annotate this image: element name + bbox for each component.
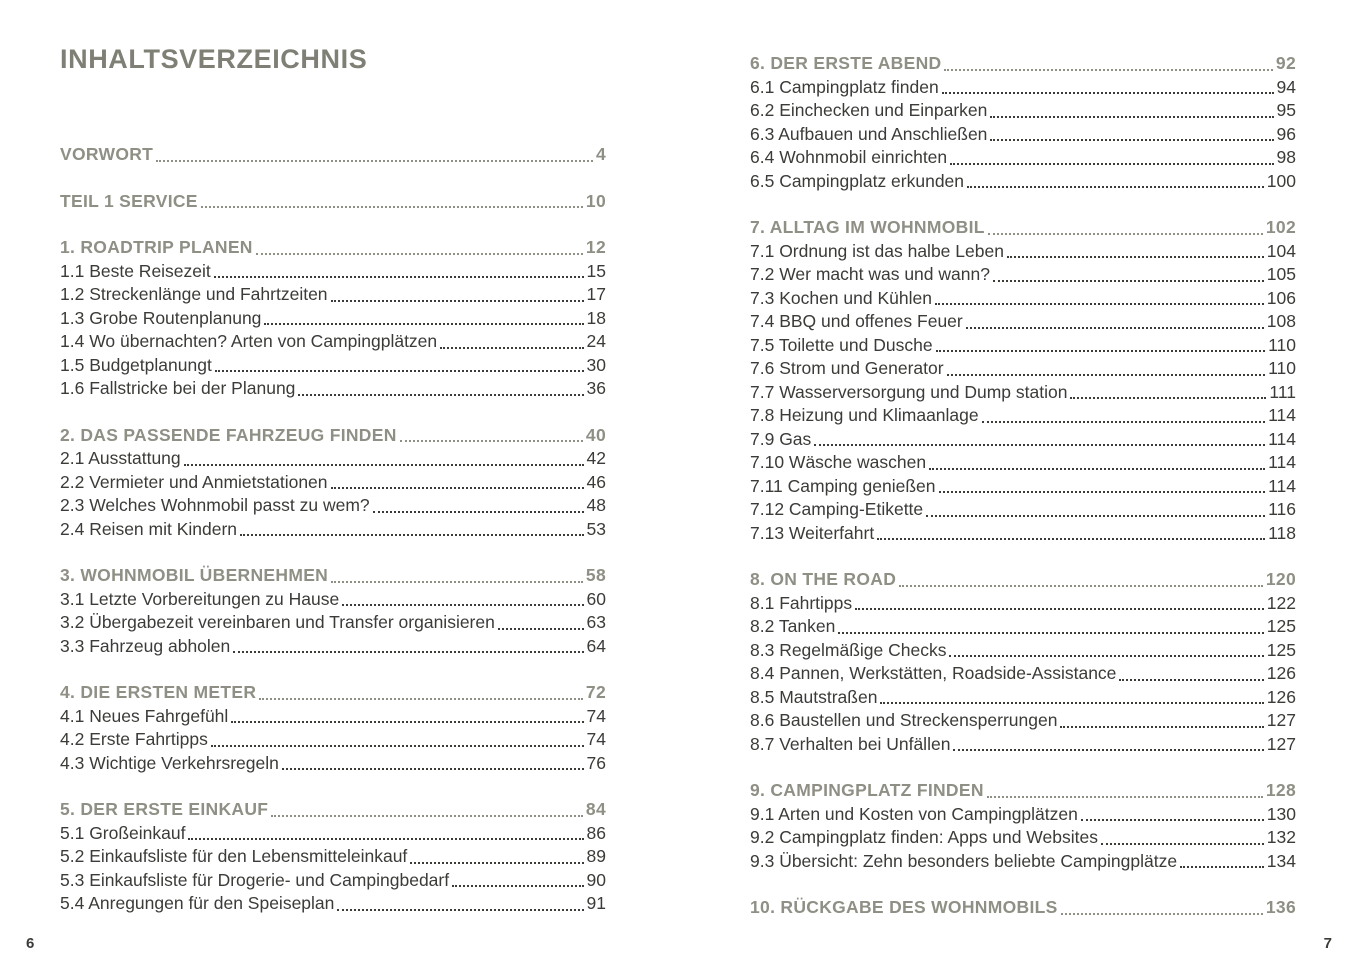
toc-entry-page: 10 <box>585 190 606 211</box>
toc-entry-label: 1. ROADTRIP PLANEN <box>60 237 253 257</box>
toc-leader-dots <box>1119 679 1263 681</box>
toc-entry-page: 114 <box>1268 475 1296 496</box>
toc-entry-label: 4.3 Wichtige Verkehrsregeln <box>60 752 279 773</box>
toc-entry-label: 8.5 Mautstraßen <box>750 686 878 707</box>
toc-leader-dots <box>211 745 584 747</box>
toc-entry-page: 122 <box>1266 592 1296 613</box>
toc-item-row <box>60 518 606 542</box>
toc-leader-dots <box>215 370 584 372</box>
toc-leader-dots <box>440 347 583 349</box>
toc-entry-page: 130 <box>1266 803 1296 824</box>
toc-entry-page: 106 <box>1266 287 1296 308</box>
toc-item-row <box>750 357 1296 381</box>
toc-item-row <box>60 752 606 776</box>
toc-entry-page: 72 <box>585 682 606 702</box>
toc-item-row <box>60 283 606 307</box>
toc-leader-dots <box>939 491 1266 493</box>
toc-item-row <box>750 639 1296 663</box>
toc-entry-page: 134 <box>1266 850 1296 871</box>
toc-entry-label: 6.4 Wohnmobil einrichten <box>750 147 948 167</box>
toc-entry-page: 125 <box>1266 616 1296 636</box>
toc-item-row <box>750 240 1296 264</box>
toc-entry-label: 7.10 Wäsche waschen <box>750 452 927 472</box>
toc-leader-dots <box>331 300 584 302</box>
toc-leader-dots <box>987 796 1263 798</box>
toc-entry-label: 5.3 Einkaufsliste für Drogerie- und Campingbedarf <box>60 869 450 890</box>
toc-entry-label: 1.1 Beste Reisezeit <box>60 260 211 281</box>
toc-entry-label: 7.5 Toilette und Dusche <box>750 334 933 355</box>
toc-leader-dots <box>877 538 1265 540</box>
toc-item-row <box>750 826 1296 850</box>
toc-leader-dots <box>990 116 1273 118</box>
toc-entry-label: 1.6 Fallstricke bei der Planung <box>60 378 296 398</box>
toc-entry-label: 6. DER ERSTE ABEND <box>750 53 942 73</box>
toc-item-row <box>60 447 606 471</box>
toc-chapter-row <box>60 564 606 588</box>
toc-entry-page: 132 <box>1266 827 1296 847</box>
toc-entry-label: 2.4 Reisen mit Kindern <box>60 518 238 539</box>
toc-item-row <box>750 498 1296 522</box>
toc-entry-page: 4 <box>595 144 606 164</box>
toc-leader-dots <box>1007 256 1264 258</box>
toc-item-row <box>60 728 606 752</box>
toc-entry-page: 111 <box>1269 381 1296 402</box>
toc-leader-dots <box>156 160 593 162</box>
toc-item-row <box>60 330 606 354</box>
toc-entry-page: 15 <box>586 260 606 281</box>
toc-leader-dots <box>814 444 1265 446</box>
toc-item-row <box>750 850 1296 874</box>
toc-entry-label: 7.6 Strom und Generator <box>750 358 944 378</box>
toc-leader-dots <box>231 721 583 723</box>
toc-entry-label: 7. ALLTAG IM WOHNMOBIL <box>750 217 985 237</box>
toc-entry-label: 3.1 Letzte Vorbereitungen zu Hause <box>60 588 340 609</box>
toc-entry-label: 4. DIE ERSTEN METER <box>60 682 257 702</box>
toc-leader-dots <box>942 92 1274 94</box>
toc-section <box>60 143 606 167</box>
toc-item-row <box>750 334 1296 358</box>
toc-leader-dots <box>880 702 1263 704</box>
toc-left-list <box>60 143 606 916</box>
toc-entry-page: 63 <box>586 612 606 632</box>
toc-leader-dots <box>184 464 584 466</box>
toc-entry-label: 7.8 Heizung und Klimaanlage <box>750 405 979 425</box>
page-title: INHALTSVERZEICHNIS <box>60 44 368 74</box>
toc-chapter-row <box>60 190 606 214</box>
toc-item-row <box>60 471 606 495</box>
toc-entry-label: 7.13 Weiterfahrt <box>750 522 875 543</box>
toc-entry-page: 86 <box>586 822 606 843</box>
toc-entry-label: 8.2 Tanken <box>750 616 836 636</box>
toc-entry-page: 74 <box>586 729 606 749</box>
toc-chapter-row <box>750 52 1296 76</box>
toc-entry-page: 98 <box>1276 147 1296 167</box>
toc-leader-dots <box>188 838 583 840</box>
toc-entry-page: 127 <box>1266 710 1296 730</box>
toc-item-row <box>60 307 606 331</box>
toc-entry-label: 6.2 Einchecken und Einparken <box>750 100 988 120</box>
toc-leader-dots <box>838 632 1263 634</box>
toc-item-row <box>750 404 1296 428</box>
toc-entry-label: TEIL 1 SERVICE <box>60 190 198 211</box>
toc-item-row <box>750 170 1296 194</box>
toc-entry-label: 6.5 Campingplatz erkunden <box>750 170 965 191</box>
toc-leader-dots <box>936 350 1266 352</box>
toc-entry-page: 105 <box>1266 264 1296 284</box>
toc-entry-page: 53 <box>586 518 606 539</box>
toc-entry-page: 94 <box>1276 76 1296 97</box>
toc-entry-label: 7.2 Wer macht was und wann? <box>750 264 990 284</box>
toc-entry-page: 95 <box>1276 100 1296 120</box>
toc-item-row <box>750 381 1296 405</box>
toc-leader-dots <box>240 534 583 536</box>
toc-item-row <box>60 611 606 635</box>
toc-item-row <box>60 377 606 401</box>
toc-leader-dots <box>282 768 584 770</box>
toc-leader-dots <box>264 323 583 325</box>
toc-chapter-row <box>750 779 1296 803</box>
toc-section <box>60 236 606 401</box>
toc-entry-label: 8.1 Fahrtipps <box>750 592 853 613</box>
toc-entry-label: 7.12 Camping-Etikette <box>750 499 924 519</box>
toc-leader-dots <box>993 280 1264 282</box>
toc-leader-dots <box>966 327 1264 329</box>
toc-item-row <box>750 592 1296 616</box>
toc-leader-dots <box>947 374 1266 376</box>
toc-item-row <box>60 354 606 378</box>
toc-item-row <box>750 287 1296 311</box>
toc-entry-label: 7.11 Camping genießen <box>750 475 936 496</box>
toc-entry-page: 114 <box>1268 405 1296 425</box>
toc-entry-page: 40 <box>585 424 606 445</box>
page-number-left: 6 <box>26 935 35 952</box>
toc-section <box>60 564 606 658</box>
toc-leader-dots <box>899 585 1263 587</box>
toc-entry-label: 5. DER ERSTE EINKAUF <box>60 799 269 819</box>
toc-entry-page: 18 <box>586 307 606 328</box>
toc-entry-page: 91 <box>586 893 606 913</box>
toc-item-row <box>750 615 1296 639</box>
toc-entry-page: 120 <box>1265 569 1296 589</box>
toc-leader-dots <box>944 69 1272 71</box>
toc-section <box>60 681 606 775</box>
toc-entry-page: 126 <box>1266 663 1296 683</box>
toc-leader-dots <box>298 394 583 396</box>
toc-item-row <box>750 686 1296 710</box>
toc-leader-dots <box>855 608 1264 610</box>
toc-entry-label: 2. DAS PASSENDE FAHRZEUG FINDEN <box>60 424 397 445</box>
toc-leader-dots <box>1081 819 1264 821</box>
toc-entry-label: 3.2 Übergabezeit vereinbaren und Transfer organisieren <box>60 612 495 632</box>
toc-entry-page: 114 <box>1268 428 1296 449</box>
toc-entry-page: 76 <box>586 752 606 773</box>
toc-item-row <box>60 869 606 893</box>
toc-leader-dots <box>1101 843 1264 845</box>
toc-chapter-row <box>60 681 606 705</box>
toc-item-row <box>750 803 1296 827</box>
toc-entry-page: 90 <box>586 869 606 890</box>
toc-item-row <box>750 522 1296 546</box>
toc-leader-dots <box>926 515 1265 517</box>
toc-item-row <box>750 475 1296 499</box>
toc-entry-page: 58 <box>585 565 606 585</box>
toc-entry-page: 96 <box>1276 123 1296 144</box>
toc-leader-dots <box>342 604 583 606</box>
toc-leader-dots <box>498 628 584 630</box>
toc-item-row <box>750 146 1296 170</box>
toc-item-row <box>60 845 606 869</box>
toc-entry-page: 114 <box>1268 452 1296 472</box>
toc-entry-page: 17 <box>586 284 606 304</box>
toc-entry-label: 6.1 Campingplatz finden <box>750 76 939 97</box>
toc-chapter-row <box>750 568 1296 592</box>
toc-entry-label: 9. CAMPINGPLATZ FINDEN <box>750 780 984 800</box>
toc-section <box>750 568 1296 756</box>
toc-leader-dots <box>953 749 1263 751</box>
toc-chapter-row <box>60 143 606 167</box>
toc-item-row <box>750 709 1296 733</box>
toc-entry-label: 8.6 Baustellen und Streckensperrungen <box>750 710 1058 730</box>
toc-section <box>750 52 1296 193</box>
toc-item-row <box>60 892 606 916</box>
toc-leader-dots <box>949 655 1263 657</box>
toc-leader-dots <box>988 233 1263 235</box>
toc-entry-label: 4.1 Neues Fahrgefühl <box>60 705 229 726</box>
toc-item-row <box>60 822 606 846</box>
toc-chapter-row <box>750 896 1296 920</box>
toc-leader-dots <box>950 163 1273 165</box>
toc-entry-page: 48 <box>586 495 606 515</box>
toc-entry-page: 30 <box>586 354 606 375</box>
toc-item-row <box>750 733 1296 757</box>
toc-leader-dots <box>1061 913 1263 915</box>
toc-leader-dots <box>331 581 583 583</box>
toc-entry-page: 60 <box>586 588 606 609</box>
toc-leader-dots <box>410 862 583 864</box>
toc-entry-page: 12 <box>585 237 606 257</box>
toc-entry-label: 9.2 Campingplatz finden: Apps und Websites <box>750 827 1098 847</box>
toc-entry-label: 4.2 Erste Fahrtipps <box>60 729 208 749</box>
toc-entry-page: 92 <box>1275 53 1296 73</box>
toc-item-row <box>750 310 1296 334</box>
toc-entry-page: 128 <box>1265 780 1296 800</box>
toc-item-row <box>60 494 606 518</box>
toc-chapter-row <box>60 424 606 448</box>
toc-left-page <box>60 44 606 916</box>
toc-entry-page: 42 <box>586 448 606 468</box>
toc-entry-label: 9.1 Arten und Kosten von Campingplätzen <box>750 803 1078 824</box>
toc-item-row <box>60 705 606 729</box>
toc-entry-page: 64 <box>586 635 606 656</box>
toc-section <box>750 779 1296 873</box>
toc-leader-dots <box>337 909 583 911</box>
toc-item-row <box>750 428 1296 452</box>
toc-entry-page: 126 <box>1266 686 1296 707</box>
toc-entry-page: 116 <box>1268 499 1296 519</box>
toc-chapter-row <box>60 798 606 822</box>
toc-entry-label: 8.7 Verhalten bei Unfällen <box>750 733 951 754</box>
toc-right-page <box>750 52 1296 920</box>
toc-leader-dots <box>990 139 1273 141</box>
toc-entry-page: 110 <box>1268 334 1296 355</box>
toc-section <box>60 190 606 214</box>
toc-entry-label: 7.7 Wasserversorgung und Dump station <box>750 381 1068 402</box>
toc-entry-label: 1.2 Streckenlänge und Fahrtzeiten <box>60 284 328 304</box>
toc-entry-label: 8.3 Regelmäßige Checks <box>750 639 947 660</box>
toc-entry-label: 3.3 Fahrzeug abholen <box>60 635 231 656</box>
toc-entry-label: 3. WOHNMOBIL ÜBERNEHMEN <box>60 565 329 585</box>
toc-entry-page: 84 <box>585 799 606 819</box>
toc-entry-label: 1.3 Grobe Routenplanung <box>60 307 262 328</box>
toc-item-row <box>750 123 1296 147</box>
toc-entry-label: 2.1 Ausstattung <box>60 448 181 468</box>
toc-leader-dots <box>214 276 584 278</box>
toc-entry-page: 100 <box>1266 170 1296 191</box>
toc-entry-page: 74 <box>586 705 606 726</box>
toc-section <box>60 798 606 916</box>
toc-entry-label: 8. ON THE ROAD <box>750 569 897 589</box>
page-number-right: 7 <box>1323 935 1332 952</box>
toc-entry-label: 2.2 Vermieter und Anmietstationen <box>60 471 328 492</box>
toc-section <box>750 896 1296 920</box>
toc-item-row <box>750 99 1296 123</box>
toc-entry-page: 36 <box>586 378 606 398</box>
toc-leader-dots <box>1060 726 1263 728</box>
toc-item-row <box>60 260 606 284</box>
toc-entry-page: 127 <box>1266 733 1296 754</box>
toc-entry-page: 89 <box>586 846 606 866</box>
toc-entry-label: 7.3 Kochen und Kühlen <box>750 287 932 308</box>
toc-item-row <box>750 662 1296 686</box>
toc-entry-page: 102 <box>1265 217 1296 237</box>
toc-leader-dots <box>1180 866 1264 868</box>
toc-entry-label: 1.4 Wo übernachten? Arten von Campingplätzen <box>60 331 438 351</box>
toc-entry-label: 6.3 Aufbauen und Anschließen <box>750 123 988 144</box>
toc-leader-dots <box>373 511 584 513</box>
toc-chapter-row <box>750 216 1296 240</box>
toc-entry-page: 125 <box>1266 639 1296 660</box>
toc-leader-dots <box>935 303 1264 305</box>
toc-entry-label: 7.9 Gas <box>750 428 812 449</box>
toc-leader-dots <box>929 468 1265 470</box>
toc-entry-label: 7.1 Ordnung ist das halbe Leben <box>750 240 1004 261</box>
toc-entry-label: 1.5 Budgetplanungt <box>60 354 212 375</box>
toc-entry-label: VORWORT <box>60 144 154 164</box>
toc-section <box>750 216 1296 545</box>
toc-leader-dots <box>233 651 583 653</box>
toc-entry-page: 136 <box>1265 897 1296 917</box>
toc-item-row <box>60 635 606 659</box>
toc-item-row <box>750 263 1296 287</box>
toc-entry-label: 5.2 Einkaufsliste für den Lebensmitteleinkauf <box>60 846 408 866</box>
toc-entry-label: 2.3 Welches Wohnmobil passt zu wem? <box>60 495 370 515</box>
toc-entry-label: 10. RÜCKGABE DES WOHNMOBILS <box>750 897 1058 917</box>
toc-leader-dots <box>331 487 584 489</box>
toc-leader-dots <box>400 440 583 442</box>
toc-chapter-row <box>60 236 606 260</box>
toc-entry-label: 9.3 Übersicht: Zehn besonders beliebte Campingplätze <box>750 850 1178 871</box>
toc-leader-dots <box>452 885 583 887</box>
toc-entry-label: 5.4 Anregungen für den Speiseplan <box>60 893 335 913</box>
toc-leader-dots <box>1070 397 1266 399</box>
toc-entry-label: 5.1 Großeinkauf <box>60 822 186 843</box>
toc-item-row <box>750 76 1296 100</box>
toc-leader-dots <box>271 815 583 817</box>
toc-leader-dots <box>982 421 1265 423</box>
toc-entry-page: 104 <box>1266 240 1296 261</box>
toc-entry-page: 118 <box>1268 522 1296 543</box>
toc-entry-label: 8.4 Pannen, Werkstätten, Roadside-Assistance <box>750 663 1117 683</box>
toc-section <box>60 424 606 542</box>
toc-leader-dots <box>259 698 583 700</box>
toc-item-row <box>750 451 1296 475</box>
toc-entry-page: 24 <box>586 331 606 351</box>
toc-entry-page: 46 <box>586 471 606 492</box>
toc-right-list <box>750 52 1296 920</box>
toc-leader-dots <box>201 206 583 208</box>
toc-entry-page: 110 <box>1268 358 1296 378</box>
toc-entry-page: 108 <box>1266 311 1296 331</box>
toc-entry-label: 7.4 BBQ und offenes Feuer <box>750 311 963 331</box>
toc-leader-dots <box>967 186 1264 188</box>
toc-leader-dots <box>256 253 583 255</box>
toc-item-row <box>60 588 606 612</box>
